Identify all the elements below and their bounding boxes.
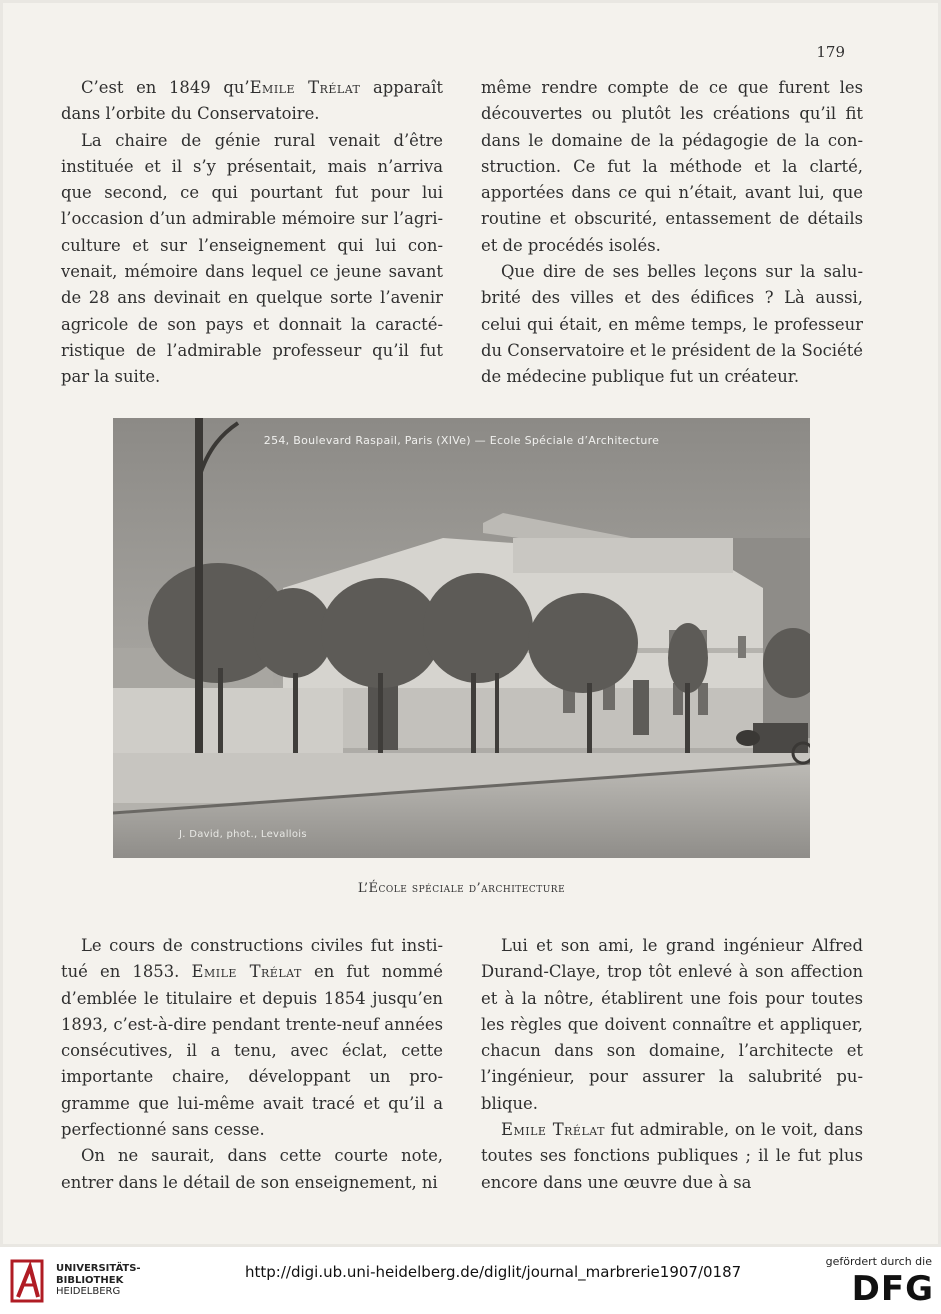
paragraph: Que dire de ses belles leçons sur la salu-brité des villes et des édifices ? Là aussi, celui qui était, en même temps, le professeur du Conservatoire et le président de la Société de médecine publique fut un créateur.: [481, 262, 863, 387]
scanned-page: [3, 3, 938, 1244]
page-number: 179: [816, 43, 845, 61]
library-name: UNIVERSITÄTS- BIBLIOTHEK HEIDELBERG: [56, 1263, 141, 1297]
paragraph: On ne saurait, dans cette courte note, entrer dans le détail de son enseignement, ni: [61, 1146, 443, 1192]
funded-by-label: gefördert durch die: [825, 1255, 932, 1268]
building-photograph: [113, 418, 810, 858]
source-url-link[interactable]: http://digi.ub.uni-heidelberg.de/diglit/journal_marbrerie1907/0187: [245, 1263, 742, 1281]
person-name: Emile Trélat: [249, 78, 361, 97]
paragraph: C’est en 1849 qu’Emile Trélat apparaît dans l’orbite du Conservatoire.: [61, 78, 443, 124]
photo-credit: J. David, phot., Levallois: [179, 829, 307, 840]
text-column-bottom-right: [481, 933, 863, 1196]
paragraph: Le cours de constructions civiles fut insti-tué en 1853. Emile Trélat en fut nommé d’emblée le titulaire et depuis 1854 jusqu’en 1893, c’est-à-dire pendant trente-neuf années consécutives, il a tenu, avec éclat, cette importante chaire, développant un pro-gramme que lui-même avait tracé et qu’il a perfectionné sans cesse.: [61, 936, 443, 1140]
text-column-top-right: [481, 75, 863, 391]
person-name: Emile Trélat: [191, 962, 302, 982]
paragraph: Lui et son ami, le grand ingénieur Alfred Durand-Claye, trop tôt enlevé à son affection et à la nôtre, établirent une fois pour toutes les règles que doivent connaître et appliquer, chacun dans son domaine, l’architecte et l’ingénieur, pour assurer la salubrité pu-blique.: [481, 936, 863, 1113]
university-library-logo-icon: [10, 1257, 50, 1305]
photo-illustration: [113, 418, 810, 858]
paragraph: même rendre compte de ce que furent les découvertes ou plutôt les créations qu’il fit dans le domaine de la pédagogie de la con-struction. Ce fut la méthode et la clarté, apportées dans ce qui n’était, avant lui, que routine et obscurité, entassement de détails et de procédés isolés.: [481, 78, 863, 255]
footer-bar: [0, 1247, 941, 1314]
text-column-bottom-left: [61, 933, 443, 1196]
paragraph: Emile Trélat fut admirable, on le voit, dans toutes ses fonctions publiques ; il le fut plus encore dans une œuvre due à sa: [481, 1120, 863, 1192]
text-column-top-left: [61, 75, 443, 391]
photo-title: 254, Boulevard Raspail, Paris (XIVe) — Ecole Spéciale d’Architecture: [263, 434, 660, 447]
paragraph: La chaire de génie rural venait d’être instituée et il s’y présentait, mais n’arriva que second, ce qui pourtant fut pour lui l’occasion d’un admirable mémoire sur l’agri-culture et sur l’enseignement qui lui con-venait, mémoire dans lequel ce jeune savant de 28 ans devinait en quelque sorte l’avenir agricole de son pays et donnait la caracté-ristique de l’admirable professeur qu’il fut par la suite.: [61, 130, 443, 387]
person-name: Emile Trélat: [501, 1120, 605, 1140]
photo-caption: L’École spéciale d’architecture: [357, 881, 566, 896]
dfg-logo: DFG: [851, 1269, 934, 1309]
